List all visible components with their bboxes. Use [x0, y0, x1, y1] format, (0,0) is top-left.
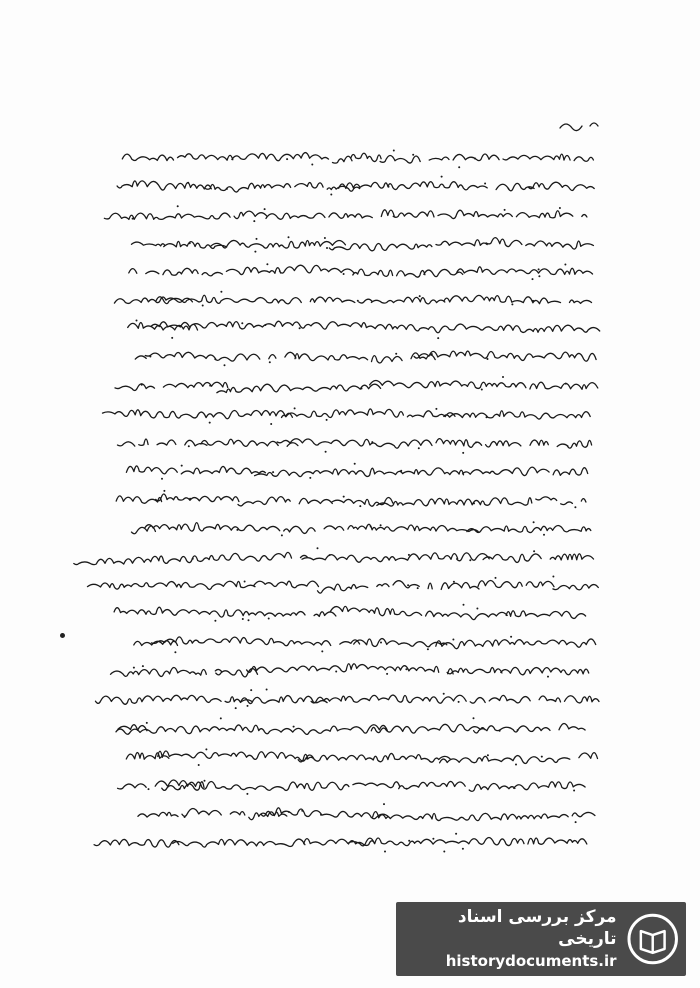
ink-dot: [388, 186, 390, 188]
ink-dot: [317, 547, 319, 549]
ink-dot: [244, 581, 246, 583]
ink-dot: [443, 851, 445, 853]
ink-dot: [380, 642, 382, 644]
ink-dot: [393, 150, 395, 152]
ink-dot: [321, 650, 323, 652]
ink-dot: [357, 300, 359, 302]
ink-dot: [462, 848, 464, 850]
ink-dot: [458, 166, 460, 168]
ink-dot: [325, 451, 327, 453]
ink-dot: [370, 526, 372, 528]
ink-dot: [288, 811, 290, 813]
ink-dot: [552, 576, 554, 578]
handwritten-line: [129, 265, 593, 277]
ink-dot: [559, 207, 561, 209]
ink-dot: [270, 423, 272, 425]
watermark-title: مرکز بررسی اسناد تاریخی: [457, 907, 617, 949]
ink-dot: [224, 364, 226, 366]
ink-dot: [431, 353, 433, 355]
ink-dot: [266, 263, 268, 265]
ink-dot: [247, 705, 249, 707]
handwritten-line: [96, 695, 600, 704]
ink-dot: [502, 376, 504, 378]
page-number-mark: [560, 123, 598, 131]
ink-dot: [335, 671, 337, 673]
ink-dot: [541, 756, 543, 758]
ink-dot: [419, 295, 421, 297]
ink-dot: [538, 268, 540, 270]
ink-dot: [564, 264, 566, 266]
ink-dot: [504, 209, 506, 211]
ink-dot: [306, 758, 308, 760]
ink-dot: [288, 236, 290, 238]
handwritten-line: [125, 637, 596, 649]
handwritten-line: [114, 606, 585, 619]
ink-dot: [205, 748, 207, 750]
ink-dot: [146, 722, 148, 724]
ink-dot: [533, 550, 535, 552]
ink-dot: [281, 534, 283, 536]
ink-dot: [463, 604, 465, 606]
handwritten-line: [126, 751, 597, 763]
ink-dot: [268, 618, 270, 620]
ink-dot: [418, 447, 420, 449]
ink-dot: [406, 788, 408, 790]
ink-dot: [574, 506, 576, 508]
handwritten-line: [122, 153, 593, 164]
ink-dot: [538, 275, 540, 277]
ink-dot: [214, 620, 216, 622]
ink-dot: [486, 416, 488, 418]
ink-dot: [383, 803, 385, 805]
ink-dot: [320, 814, 322, 816]
ink-dot: [455, 833, 457, 835]
ink-dot: [253, 220, 255, 222]
ink-dot: [400, 470, 402, 472]
ink-dot: [329, 554, 331, 556]
ink-dot: [184, 816, 186, 818]
archive-watermark: [396, 902, 686, 976]
ink-dot: [324, 237, 326, 239]
ink-dot: [293, 726, 295, 728]
ink-dot: [474, 158, 476, 160]
ink-dot: [437, 337, 439, 339]
ink-dot: [171, 337, 173, 339]
ink-dot: [354, 463, 356, 465]
ink-dot: [163, 490, 165, 492]
ink-dot: [299, 327, 301, 329]
ink-dot: [407, 584, 409, 586]
ink-dot: [395, 353, 397, 355]
ink-dot: [473, 717, 475, 719]
ink-dot: [209, 422, 211, 424]
ink-dot: [311, 164, 313, 166]
ink-dot: [427, 648, 429, 650]
ink-dot: [235, 707, 237, 709]
ink-dot: [405, 668, 407, 670]
watermark-text: [396, 906, 617, 972]
ink-dot: [326, 247, 328, 249]
ink-dot: [294, 407, 296, 409]
ink-dot: [220, 291, 222, 293]
ink-dot: [462, 452, 464, 454]
handwritten-line: [118, 780, 585, 791]
ink-dot: [301, 810, 303, 812]
handwritten-line: [104, 210, 587, 220]
ink-dot: [269, 361, 271, 363]
ink-dot: [452, 639, 454, 641]
ink-dot: [417, 587, 419, 589]
ink-dot: [132, 218, 134, 220]
ink-dot: [181, 465, 183, 467]
handwritten-line: [116, 723, 585, 734]
ink-dot: [326, 419, 328, 421]
ink-dot: [573, 790, 575, 792]
ink-dot: [198, 764, 200, 766]
ink-dot: [189, 498, 191, 500]
ink-dot: [412, 154, 414, 156]
ink-dot: [177, 205, 179, 207]
ink-dot: [476, 608, 478, 610]
ink-dot: [408, 554, 410, 556]
ink-dot: [136, 320, 138, 322]
ink-dot: [192, 558, 194, 560]
ink-dot: [254, 251, 256, 253]
ink-dot: [386, 673, 388, 675]
ink-dot: [309, 477, 311, 479]
ink-dot: [188, 445, 190, 447]
ink-dot: [565, 383, 567, 385]
ink-dot: [371, 441, 373, 443]
ink-dot: [443, 693, 445, 695]
ink-dot: [361, 388, 363, 390]
ink-dot: [264, 324, 266, 326]
ink-dot: [359, 505, 361, 507]
ink-dot: [174, 651, 176, 653]
ink-dot: [142, 665, 144, 667]
ink-dot: [547, 676, 549, 678]
ink-dot: [432, 838, 434, 840]
ink-dot: [248, 619, 250, 621]
handwritten-line: [128, 321, 600, 333]
ink-dot: [264, 208, 266, 210]
ink-dot: [60, 633, 65, 638]
ink-dot: [532, 300, 534, 302]
handwritten-line: [138, 808, 595, 821]
ink-dot: [473, 502, 475, 504]
ink-dot: [517, 729, 519, 731]
handwritten-line: [135, 351, 596, 363]
handwritten-line: [126, 466, 587, 477]
ink-dot: [141, 384, 143, 386]
handwritten-line: [116, 494, 586, 506]
ink-dot: [441, 176, 443, 178]
ink-dot: [469, 559, 471, 561]
ink-dot: [179, 788, 181, 790]
handwritten-line: [132, 238, 594, 251]
ink-dot: [499, 730, 501, 732]
ink-dot: [533, 521, 535, 523]
handwritten-line: [103, 409, 591, 419]
ink-dot: [148, 788, 150, 790]
handwritten-line: [115, 380, 598, 392]
ink-dot: [272, 471, 274, 473]
ink-dot: [435, 408, 437, 410]
ink-dot: [408, 840, 410, 842]
ink-dot: [241, 322, 243, 324]
ink-dot: [487, 358, 489, 360]
watermark-url: historydocuments.ir: [445, 952, 617, 970]
ink-dot: [453, 581, 455, 583]
book-archive-icon: [627, 913, 678, 965]
ink-dot: [487, 754, 489, 756]
ink-dot: [133, 667, 135, 669]
ink-dot: [543, 534, 545, 536]
ink-dot: [246, 793, 248, 795]
ink-dot: [202, 305, 204, 307]
handwritten-line: [131, 523, 590, 534]
ink-dot: [532, 278, 534, 280]
ink-dot: [380, 524, 382, 526]
ink-dot: [220, 717, 222, 719]
ink-dot: [515, 764, 517, 766]
handwritten-line: [110, 664, 588, 677]
ink-dot: [256, 238, 258, 240]
ink-dot: [149, 356, 151, 358]
ink-dot: [481, 389, 483, 391]
ink-dot: [330, 194, 332, 196]
ink-dot: [343, 496, 345, 498]
ink-dot: [226, 188, 228, 190]
ink-dot: [209, 385, 211, 387]
ink-dot: [266, 689, 268, 691]
ink-dot: [189, 242, 191, 244]
handwritten-line: [88, 580, 599, 593]
ink-dot: [242, 618, 244, 620]
ink-dot: [484, 183, 486, 185]
ink-dot: [510, 636, 512, 638]
ink-dot: [475, 441, 477, 443]
ink-dot: [236, 529, 238, 531]
ink-dot: [204, 780, 206, 782]
ink-dot: [250, 689, 252, 691]
ink-dot: [161, 478, 163, 480]
ink-dot: [384, 851, 386, 853]
handwritten-line: [114, 295, 591, 304]
ink-dot: [458, 701, 460, 703]
handwritten-line: [94, 837, 587, 847]
ink-dot: [495, 577, 497, 579]
ink-dot: [286, 158, 288, 160]
ink-dot: [575, 821, 577, 823]
handwritten-line: [74, 552, 594, 564]
ink-dot: [343, 273, 345, 275]
ink-dot: [511, 303, 513, 305]
ink-dot: [187, 182, 189, 184]
